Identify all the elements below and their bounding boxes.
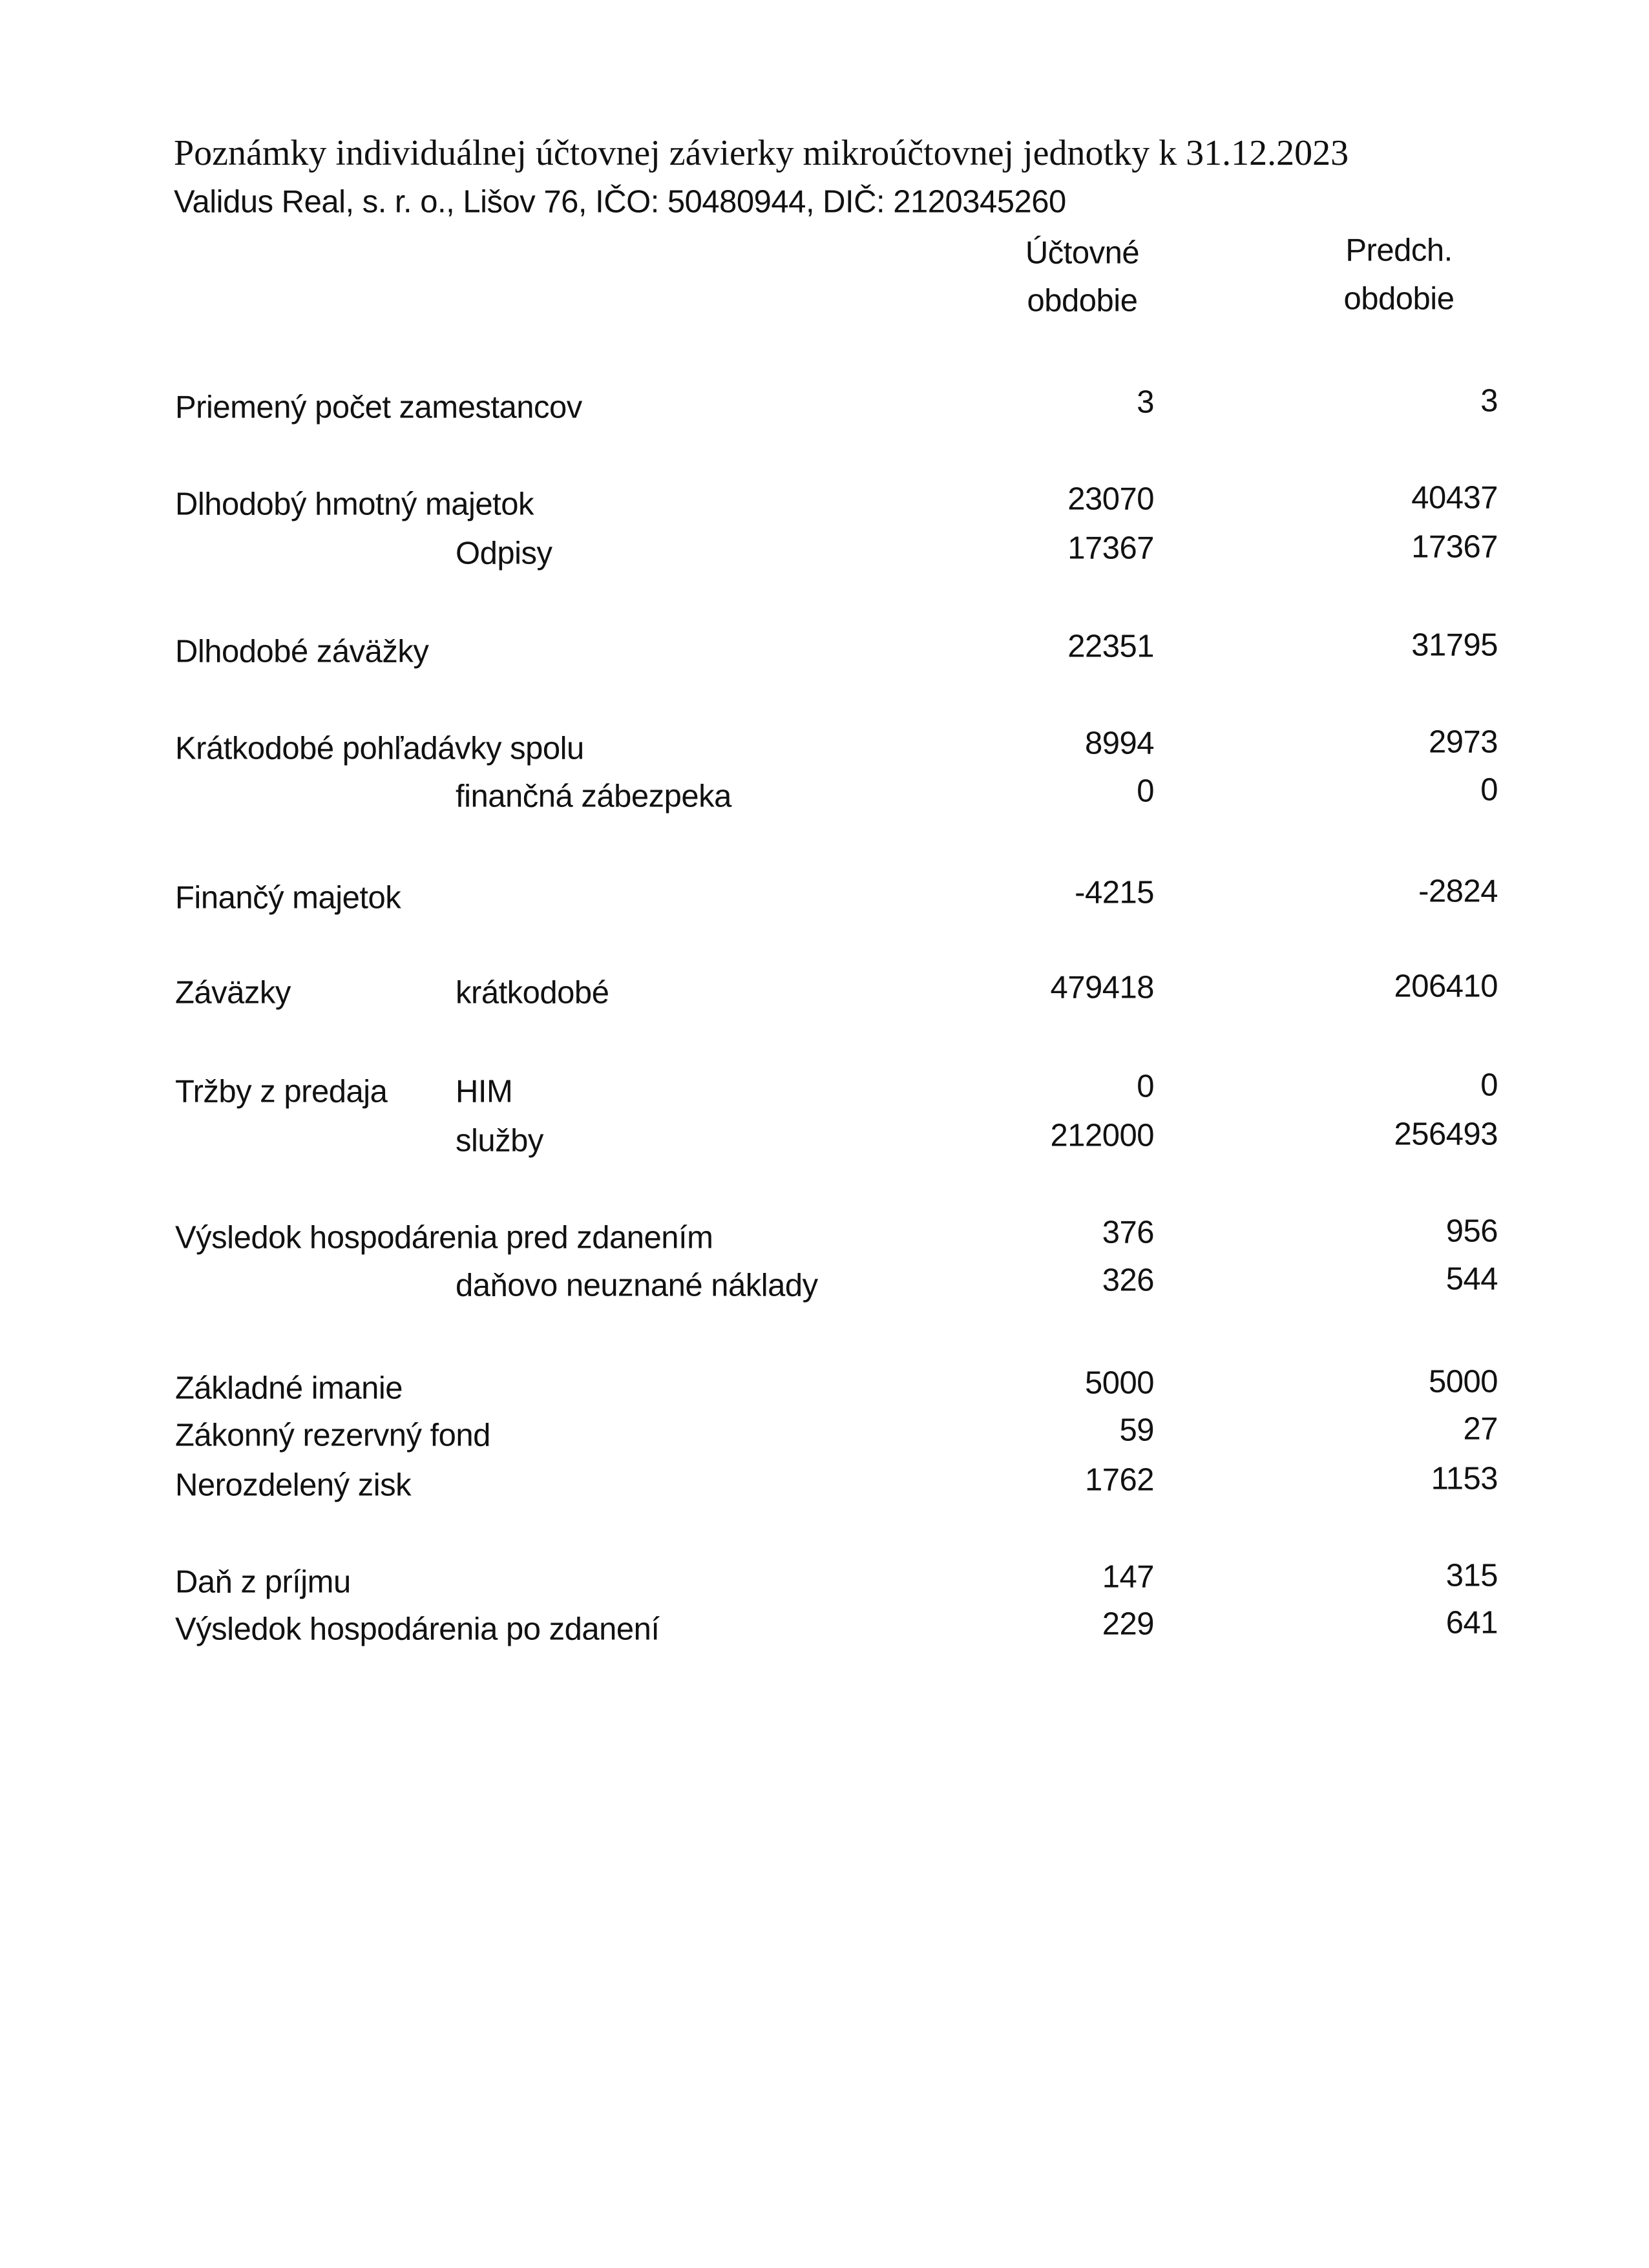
value-previous-period: 17367 xyxy=(1411,529,1498,565)
value-current-period: -4215 xyxy=(1075,875,1154,910)
row-sublabel: HIM xyxy=(456,1074,513,1109)
value-previous-period: 0 xyxy=(1480,1067,1498,1103)
value-previous-period: 40437 xyxy=(1411,480,1498,516)
row-label: Finančý majetok xyxy=(175,880,401,916)
value-previous-period: 3 xyxy=(1480,383,1498,419)
value-current-period: 0 xyxy=(1137,1069,1154,1104)
document-title: Poznámky individuálnej účtovnej závierky mikroúčtovnej jednotky k 31.12.2023 xyxy=(174,133,1349,173)
value-current-period: 479418 xyxy=(1050,970,1154,1005)
value-current-period: 3 xyxy=(1137,384,1154,420)
row-sublabel: daňovo neuznané náklady xyxy=(456,1268,818,1303)
value-current-period: 376 xyxy=(1102,1215,1154,1250)
value-current-period: 5000 xyxy=(1084,1365,1154,1401)
value-previous-period: 956 xyxy=(1445,1213,1498,1249)
value-current-period: 326 xyxy=(1102,1263,1154,1298)
value-previous-period: 206410 xyxy=(1394,969,1498,1004)
row-label: Záväzky xyxy=(175,975,291,1011)
value-current-period: 17367 xyxy=(1067,530,1154,566)
value-current-period: 0 xyxy=(1137,773,1154,809)
row-label: Tržby z predaja xyxy=(175,1074,388,1109)
value-current-period: 212000 xyxy=(1050,1118,1154,1153)
row-label: Daň z príjmu xyxy=(175,1564,351,1600)
row-label: Výsledok hospodárenia po zdanení xyxy=(175,1612,660,1647)
row-sublabel: Odpisy xyxy=(456,536,552,571)
value-previous-period: 31795 xyxy=(1411,627,1498,663)
row-label: Výsledok hospodárenia pred zdanením xyxy=(175,1220,713,1255)
row-label: Základné imanie xyxy=(175,1370,403,1406)
value-previous-period: 5000 xyxy=(1428,1364,1498,1400)
value-current-period: 23070 xyxy=(1067,481,1154,517)
row-sublabel: krátkodobé xyxy=(456,975,609,1011)
value-current-period: 22351 xyxy=(1067,629,1154,664)
value-current-period: 229 xyxy=(1102,1606,1154,1642)
value-previous-period: 27 xyxy=(1463,1411,1498,1447)
row-label: Krátkodobé pohľadávky spolu xyxy=(175,731,584,766)
value-current-period: 147 xyxy=(1102,1559,1154,1595)
company-info: Validus Real, s. r. o., Lišov 76, IČO: 50480944, DIČ: 2120345260 xyxy=(174,184,1066,220)
value-current-period: 8994 xyxy=(1084,726,1154,761)
row-sublabel: služby xyxy=(456,1123,543,1159)
value-current-period: 1762 xyxy=(1084,1462,1154,1498)
row-label: Zákonný rezervný fond xyxy=(175,1418,490,1453)
value-previous-period: 641 xyxy=(1445,1605,1498,1641)
column-header-current-line1: Účtovné xyxy=(1025,235,1140,271)
value-previous-period: -2824 xyxy=(1418,874,1498,909)
value-current-period: 59 xyxy=(1119,1412,1154,1448)
value-previous-period: 256493 xyxy=(1394,1117,1498,1152)
row-label: Dlhodobý hmotný majetok xyxy=(175,487,534,522)
value-previous-period: 1153 xyxy=(1431,1461,1498,1496)
row-label: Nerozdelený zisk xyxy=(175,1467,412,1503)
row-label: Priemený počet zamestancov xyxy=(175,390,582,425)
column-header-previous-line1: Predch. xyxy=(1345,233,1453,268)
value-previous-period: 315 xyxy=(1445,1558,1498,1593)
value-previous-period: 2973 xyxy=(1428,724,1498,760)
value-previous-period: 0 xyxy=(1480,772,1498,808)
value-previous-period: 544 xyxy=(1445,1261,1498,1297)
row-label: Dlhodobé záväžky xyxy=(175,634,429,669)
column-header-current-line2: obdobie xyxy=(1027,283,1138,319)
row-sublabel: finančná zábezpeka xyxy=(456,779,731,814)
column-header-previous-line2: obdobie xyxy=(1343,281,1455,317)
